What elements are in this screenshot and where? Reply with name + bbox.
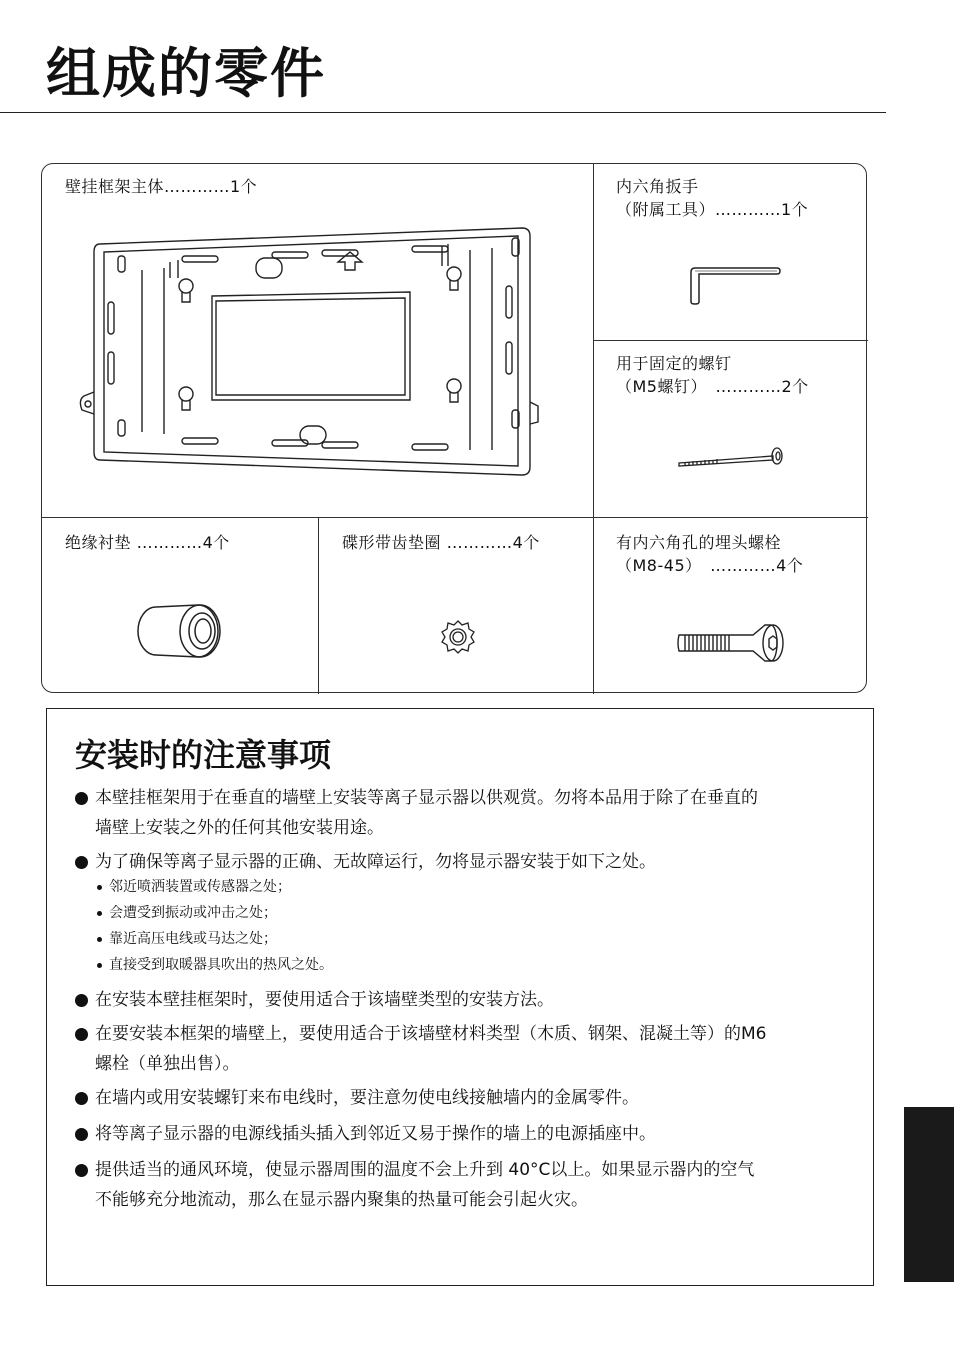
countersunk-bolt-icon [677, 621, 787, 665]
part-label-screw-line2: （M5螺钉） …………2个 [616, 377, 809, 396]
note-item: 在墙内或用安装螺钉来布电线时，要注意勿使电线接触墙内的金属零件。 [75, 1083, 855, 1113]
title-divider [0, 112, 886, 113]
page-title: 组成的零件 [46, 42, 326, 105]
small-bullet-icon [97, 963, 102, 968]
sub-note-item: 邻近喷洒装置或传感器之处； [97, 875, 291, 899]
section-tab [904, 1107, 954, 1282]
part-label-wrench-line2: （附属工具）…………1个 [616, 200, 809, 219]
insulating-spacer-icon [138, 601, 228, 661]
part-label-wrench-line1: 内六角扳手 [616, 177, 699, 196]
bullet-icon [75, 1028, 88, 1041]
small-bullet-icon [97, 885, 102, 890]
part-cell-bolt [593, 517, 868, 694]
note-item: 在要安装本框架的墙壁上，要使用适合于该墙壁材料类型（木质、钢架、混凝土等）的M6 螺栓（单独出售）。 [75, 1019, 855, 1079]
sub-note-item: 会遭受到振动或冲击之处； [97, 901, 277, 925]
part-label-spacer: 绝缘衬垫 …………4个 [65, 533, 230, 552]
note-item: 在安装本壁挂框架时，要使用适合于该墙壁类型的安装方法。 [75, 985, 855, 1015]
note-item: 提供适当的通风环境，使显示器周围的温度不会上升到 40°C以上。如果显示器内的空气 不能够充分地流动，那么在显示器内聚集的热量可能会引起火灾。 [75, 1155, 855, 1215]
part-cell-washer [318, 517, 593, 694]
bullet-icon [75, 1164, 88, 1177]
sub-note-item: 直接受到取暖器具吹出的热风之处。 [97, 953, 333, 977]
note-item: 本壁挂框架用于在垂直的墙壁上安装等离子显示器以供观赏。勿将本品用于除了在垂直的 墙壁上安装之外的任何其他安装用途。 [75, 783, 855, 843]
note-item: 将等离子显示器的电源线插头插入到邻近又易于操作的墙上的电源插座中。 [75, 1119, 855, 1149]
small-bullet-icon [97, 911, 102, 916]
bullet-icon [75, 994, 88, 1007]
part-label-frame: 壁挂框架主体…………1个 [65, 177, 258, 196]
part-label-screw-line1: 用于固定的螺钉 [616, 354, 732, 373]
toothed-washer-icon [438, 617, 478, 657]
sub-note-item: 靠近高压电线或马达之处； [97, 927, 277, 951]
part-cell-screw [593, 340, 868, 517]
notes-title: 安装时的注意事项 [75, 736, 332, 774]
installation-notes-panel [46, 708, 874, 1286]
part-cell-frame [42, 164, 593, 517]
part-label-bolt-line2: （M8-45） …………4个 [616, 556, 804, 575]
bullet-icon [75, 1092, 88, 1105]
hex-wrench-icon [687, 266, 787, 306]
part-cell-wrench [593, 164, 868, 340]
bullet-icon [75, 1128, 88, 1141]
part-cell-spacer [42, 517, 318, 694]
note-item: 为了确保等离子显示器的正确、无故障运行，勿将显示器安装于如下之处。 [75, 847, 855, 877]
small-bullet-icon [97, 937, 102, 942]
bullet-icon [75, 856, 88, 869]
part-label-bolt-line1: 有内六角孔的埋头螺栓 [616, 533, 782, 552]
part-label-washer: 碟形带齿垫圈 …………4个 [342, 533, 540, 552]
m5-screw-icon [677, 444, 787, 468]
wall-frame-drawing [82, 222, 542, 482]
bullet-icon [75, 792, 88, 805]
parts-panel [41, 163, 867, 693]
